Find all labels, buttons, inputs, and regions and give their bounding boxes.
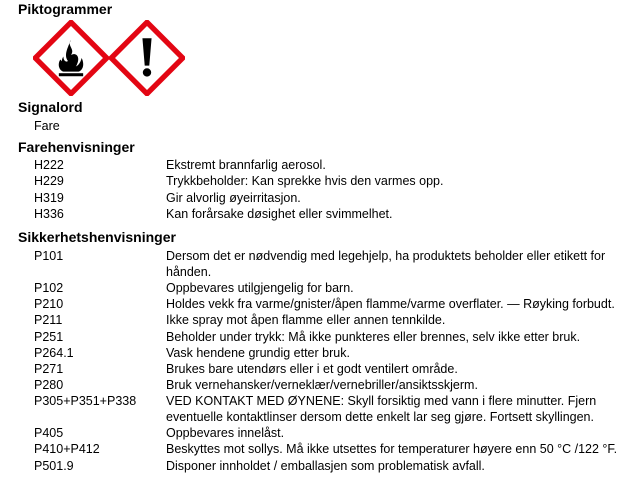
statement-code: P102 — [34, 280, 64, 295]
flame-pictogram — [33, 20, 109, 96]
signal-word-heading: Signalord — [18, 99, 83, 115]
statement-text: Beholder under trykk: Må ikke punkteres eller brennes, selv ikke etter bruk. — [166, 329, 581, 344]
statement-code: P101 — [34, 249, 64, 263]
statement-code: P251 — [34, 329, 64, 344]
statement-text: Ekstremt brannfarlig aerosol. — [166, 158, 326, 172]
exclamation-pictogram — [109, 20, 185, 96]
statement-text: Brukes bare utendørs eller i et godt ventilert område. — [166, 361, 458, 376]
statement-code: H222 — [34, 158, 64, 172]
statement-code: H229 — [34, 174, 64, 189]
statement-text: VED KONTAKT MED ØYNENE: Skyll forsiktig med vann i flere minutter. Fjern — [166, 394, 597, 409]
statement-text: hånden. — [166, 264, 212, 279]
pictogram-row — [33, 20, 185, 96]
statement-code: P305+P351+P338 — [34, 394, 137, 409]
statement-text: Ikke spray mot åpen flamme eller annen tennkilde. — [166, 313, 446, 328]
precautionary-statements-heading: Sikkerhetshenvisninger — [18, 229, 176, 245]
hazard-statements-heading: Farehenvisninger — [18, 139, 135, 155]
statement-text: Trykkbeholder: Kan sprekke hvis den varmes opp. — [166, 174, 444, 189]
statement-text: eventuelle kontaktlinser dersom dette enkelt lar seg gjøre. Fortsett skyllingen. — [166, 409, 594, 424]
statement-text: Vask hendene grundig etter bruk. — [166, 345, 350, 360]
statement-text: Bruk vernehansker/verneklær/vernebriller/ansiktsskjerm. — [166, 378, 478, 393]
statement-code: H336 — [34, 206, 64, 221]
statement-text: Dersom det er nødvendig med legehjelp, ha produktets beholder eller etikett for — [166, 249, 606, 263]
statement-text: Oppbevares innelåst. — [166, 426, 285, 441]
statement-code: P210 — [34, 297, 64, 312]
statement-text: Disponer innholdet / emballasjen som problematisk avfall. — [166, 458, 485, 473]
statement-code: H319 — [34, 190, 64, 205]
statement-code: P211 — [34, 313, 63, 328]
statement-code: P280 — [34, 378, 64, 393]
statement-text: Beskyttes mot sollys. Må ikke utsettes for temperaturer høyere enn 50 °C /122 °F. — [166, 442, 618, 457]
statement-code: P264.1 — [34, 345, 74, 360]
statement-text: Oppbevares utilgjengelig for barn. — [166, 280, 354, 295]
statement-code: P405 — [34, 426, 64, 441]
statement-text: Holdes vekk fra varme/gnister/åpen flamme/varme overflater. — Røyking forbudt. — [166, 297, 615, 312]
statement-text: Gir alvorlig øyeirritasjon. — [166, 190, 301, 205]
statement-text: Kan forårsake døsighet eller svimmelhet. — [166, 206, 393, 221]
pictograms-heading: Piktogrammer — [18, 1, 113, 17]
statement-code: P501.9 — [34, 458, 74, 473]
statement-code: P410+P412 — [34, 442, 100, 457]
statement-code: P271 — [34, 361, 64, 376]
signal-word: Fare — [34, 119, 60, 133]
